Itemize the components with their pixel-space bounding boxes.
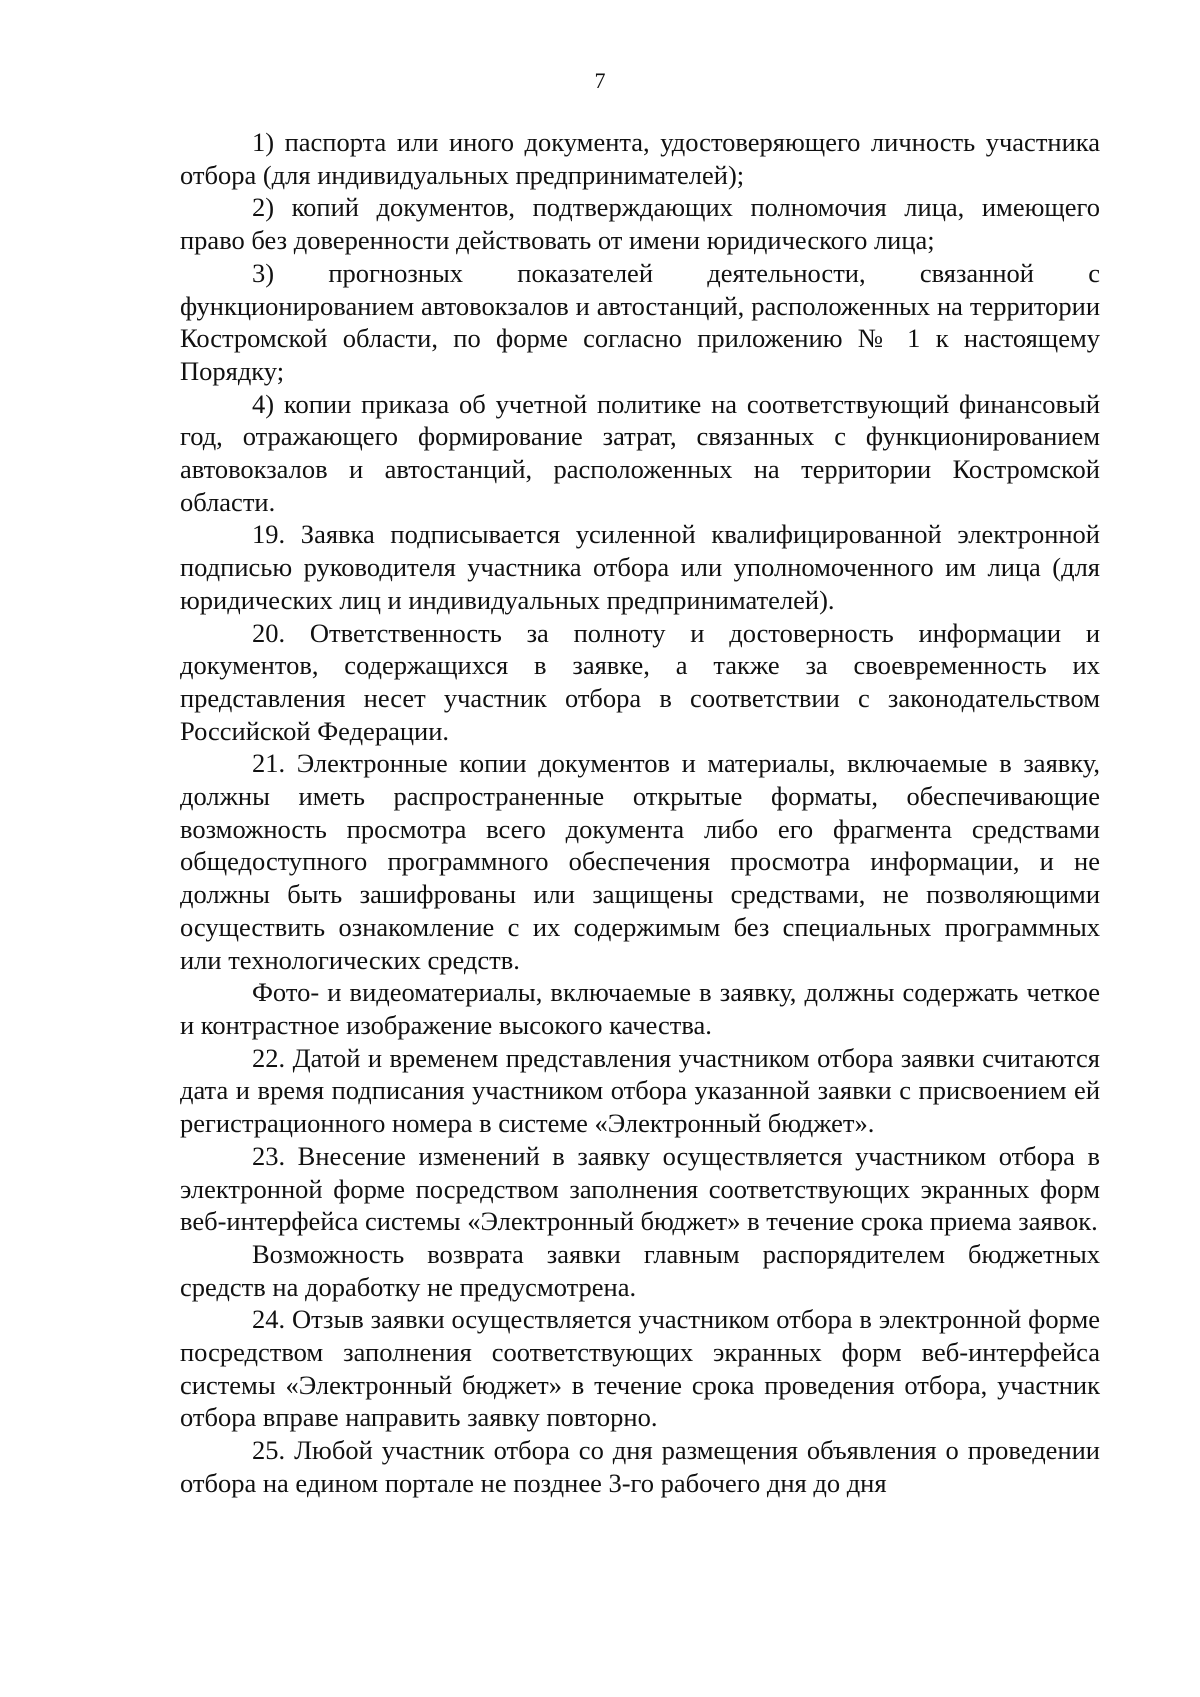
paragraph-23-return: Возможность возврата заявки главным распорядителем бюджетных средств на доработку не предусмотрена. xyxy=(180,1238,1100,1302)
paragraph-19: 19. Заявка подписывается усиленной квалифицированной электронной подписью руководителя участника отбора или уполномоченного им лица (для юридических лиц и индивидуальных предпринимателей). xyxy=(180,519,1100,615)
page-number: 7 xyxy=(594,68,606,93)
paragraph-21: 21. Электронные копии документов и материалы, включаемые в заявку, должны иметь распространенные открытые форматы, обеспечивающие возможность просмотра всего документа либо его фрагмента средствами общедоступного программного обеспечения просмотра информации, и не должны быть зашифрованы или защищены средствами, не позволяющими осуществить ознакомление с их содержимым без специальных программных или технологических средств. xyxy=(180,748,1100,975)
paragraph-item-1-passport: 1) паспорта или иного документа, удостоверяющего личность участника отбора (для индивидуальных предпринимателей); xyxy=(180,127,1100,190)
paragraph-22: 22. Датой и временем представления участником отбора заявки считаются дата и время подписания участником отбора указанной заявки с присвоением ей регистрационного номера в системе «Электронный бюджет». xyxy=(180,1042,1100,1139)
document-body xyxy=(180,126,1100,1500)
paragraph-21-photo-video: Фото- и видеоматериалы, включаемые в заявку, должны содержать четкое и контрастное изображение высокого качества. xyxy=(180,977,1100,1040)
paragraph-item-2-authority-copies: 2) копий документов, подтверждающих полномочия лица, имеющего право без доверенности действовать от имени юридического лица; xyxy=(180,192,1100,256)
paragraph-23: 23. Внесение изменений в заявку осуществляется участником отбора в электронной форме посредством заполнения соответствующих экранных форм веб-интерфейса системы «Электронный бюджет» в течение срока приема заявок. xyxy=(180,1140,1100,1237)
paragraph-item-4-accounting-policy: 4) копии приказа об учетной политике на соответствующий финансовый год, отражающего формирование затрат, связанных с функционированием автовокзалов и автостанций, расположенных на территории Костромской области. xyxy=(180,388,1100,517)
paragraph-24: 24. Отзыв заявки осуществляется участником отбора в электронной форме посредством заполнения соответствующих экранных форм веб-интерфейса системы «Электронный бюджет» в течение срока проведения отбора, участник отбора вправе направить заявку повторно. xyxy=(180,1304,1100,1433)
paragraph-item-3-forecast-indicators: 3) прогнозных показателей деятельности, связанной с функционированием автовокзалов и автостанций, расположенных на территории Костромской области, по форме согласно приложению № 1 к настоящему Порядку; xyxy=(180,257,1100,386)
paragraph-20: 20. Ответственность за полноту и достоверность информации и документов, содержащихся в заявке, а также за своевременность их представления несет участник отбора в соответствии с законодательством Российской Федерации. xyxy=(180,617,1100,746)
paragraph-25: 25. Любой участник отбора со дня размещения объявления о проведении отбора на едином портале не позднее 3-го рабочего дня до дня xyxy=(180,1435,1100,1498)
